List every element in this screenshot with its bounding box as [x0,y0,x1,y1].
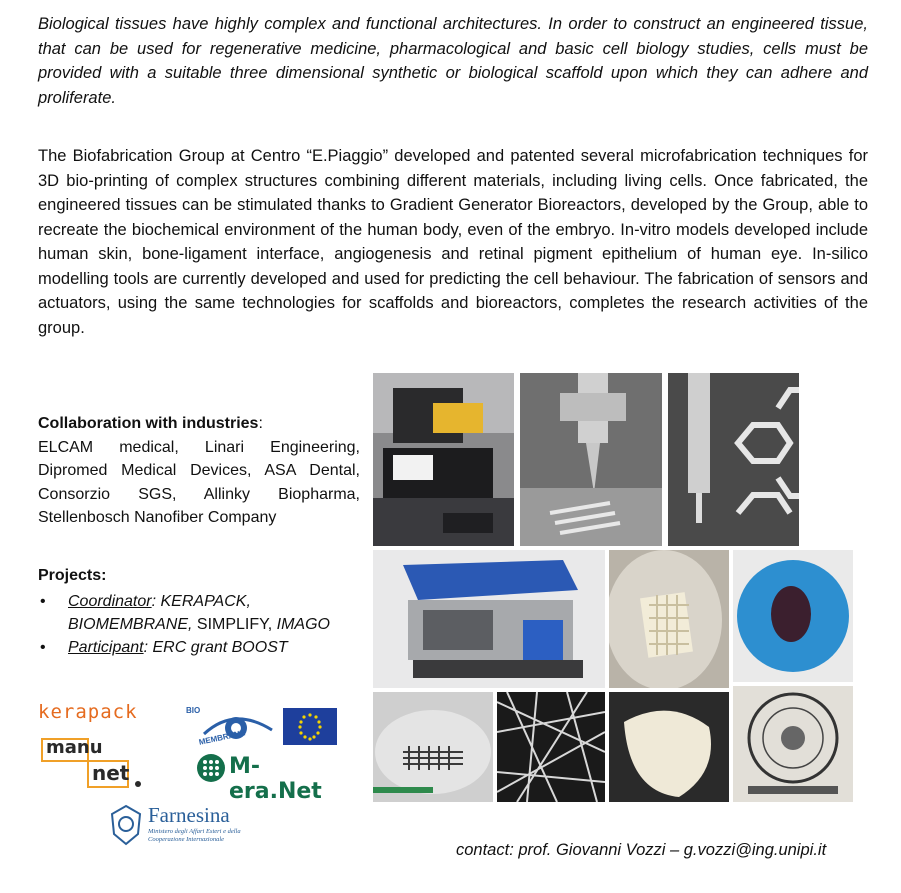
stained-culture-dish-photo [733,550,853,682]
projects-list [38,590,368,659]
project-coordinator-item: • Coordinator: KERAPACK, BIOMEMBRANE, SIMPLIFY, IMAGO [38,590,368,636]
biomembrane-bottom-text: MEMBRANE [198,728,246,747]
collaboration-heading: Collaboration with industries: [38,415,263,432]
membrane-on-hand-photo [609,692,729,802]
intro-paragraph: Biological tissues have highly complex and functional architectures. In order to construct an engineered tissue, that can be used for regenerative medicine, pharmacological and basic cell biology studies, cells must be provided with a suitable three dimensional synthetic or biological scaffold upon which they can adhere and proliferate. [38,15,868,107]
bioreactor-device-photo [373,550,605,688]
m-era-net-logo: M-era.Net [195,752,345,784]
biomembrane-top-text: BIO [186,706,201,715]
group-description-paragraph: The Biofabrication Group at Centro “E.Piaggio” developed and patented several microfabrication techniques for 3D bio-printing of complex structures combining different materials, including living cells. Once fabricated, the engineered tissues can be stimulated thanks to Gradient Generator Bioreactors, developed by the Group, able to recreate the biochemical environment of the human body, even of the embryo. In-vitro models developed include human skin, bone-ligament interface, angiogenesis and retinal pigment epithelium of human eye. In-silico modelling tools are currently developed and used for predicting the cell behaviour. The fabrication of sensors and actuators, using the same technologies for scaffolds and bioreactors, completes the research activities of the group. [38,147,868,337]
eu-flag-icon [283,708,337,745]
collaboration-list: ELCAM medical, Linari Engineering, Dipromed Medical Devices, ASA Dental, Consorzio SGS, Allinky Biopharma, Stellenbosch Nanofiber Company [38,438,360,526]
printed-grid-dish-photo [373,692,493,802]
contact-line: contact: prof. Giovanni Vozzi – g.vozzi@ing.unipi.it [456,841,827,859]
manunet-logo: manu net [40,737,150,792]
projects-section [38,564,368,659]
nanofiber-sem-photo [497,692,605,802]
project-participant-item: • Participant: ERC grant BOOST [38,636,368,659]
honeycomb-scaffold-photo [668,373,799,546]
collaboration-section [38,412,360,530]
university-seal-photo [733,686,853,802]
farnesina-logo: Farnesina Ministero degli Affari Esteri e della Cooperazione Internazionale [108,802,268,848]
projects-heading: Projects: [38,567,107,584]
printing-nozzle-photo [520,373,662,546]
kerapack-logo: kerapack [38,701,138,723]
scaffold-in-dish-photo [609,550,729,688]
bioprinter-machine-photo [373,373,514,546]
